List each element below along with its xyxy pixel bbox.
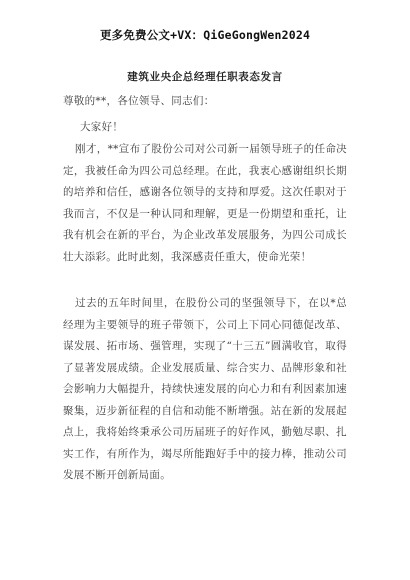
document-title: 建筑业央企总经理任职表态发言 [127,71,283,83]
salutation: 尊敬的**，各位领导、同志们： [63,95,215,107]
promo-header: 更多免费公文+VX：QiGeGongWen2024 [99,28,311,42]
paragraph-2: 过去的五年时间里，在股份公司的坚强领导下，在以*总经理为主要领导的班子带领下，公司上下同心同德促改革、谋发展、拓市场、强管理，实现了“十三五”圆满收官，取得了显著发展成绩。企业发展质量、综合实力、品牌形象和社会影响力大幅提升，持续快速发展的向心力和有利因素加速聚集，迈步新征程的自信和动能不断增强。站在新的发展起点上，我将始终秉承公司历届班子的好作风，勤勉尽职、扎实工作，有所作为，竭尽所能跑好手中的接力棒，推动公司发展不断开创新局面。 [63,297,347,481]
greeting: 大家好！ [80,121,124,133]
paragraph-1: 刚才，**宣布了股份公司对公司新一届领导班子的任命决定，我被任命为四公司总经理。在此，我衷心感谢组织长期的培养和信任，感谢各位领导的支持和厚爱。这次任职对于我而言，不仅是一种认同和理解，更是一份期望和重托，让我有机会在新的平台，为企业改革发展服务，为四公司成长壮大添彩。此时此刻，我深感责任重大，使命光荣！ [63,143,347,263]
